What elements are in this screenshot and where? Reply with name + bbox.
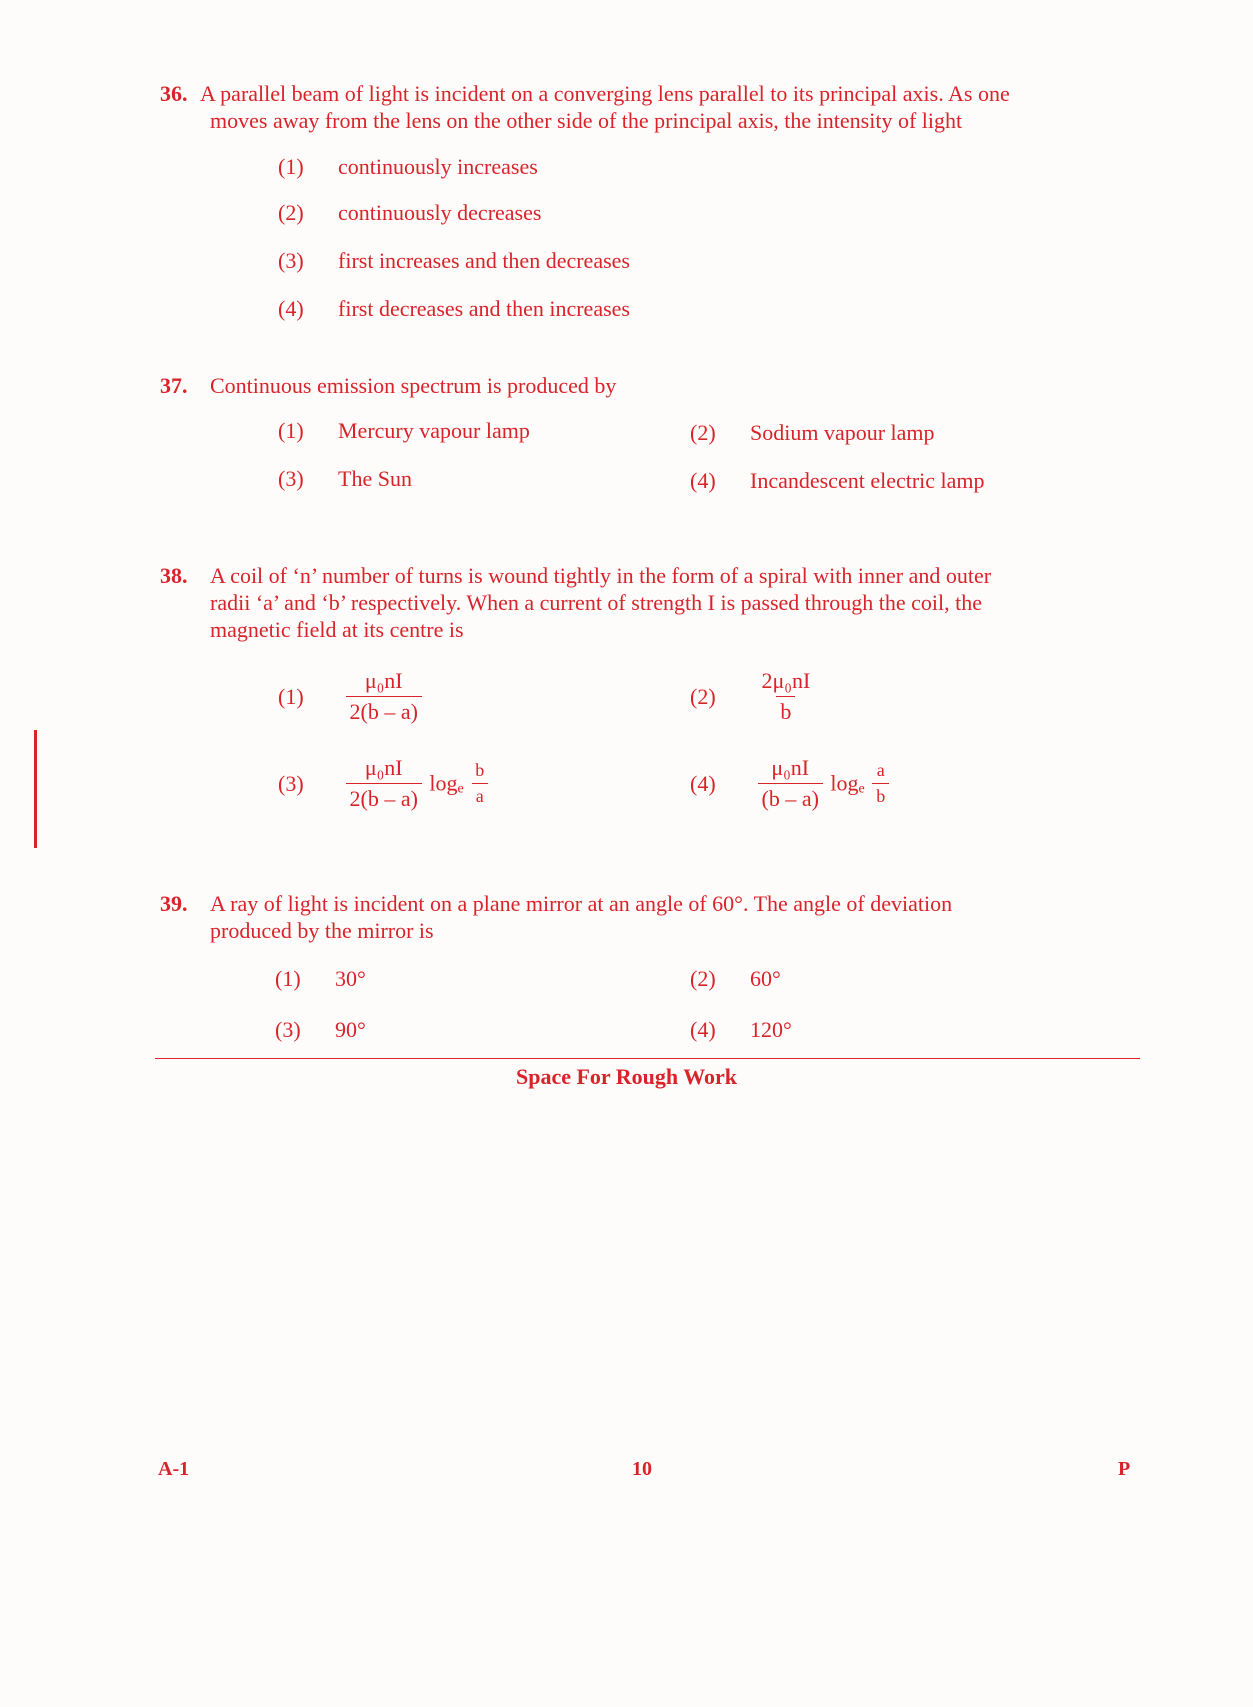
option-37-1[interactable]: (1) Mercury vapour lamp bbox=[278, 418, 530, 443]
question-39 bbox=[160, 890, 1145, 944]
question-number: 38. bbox=[160, 563, 188, 588]
fraction: $\frac{a}{b}$ bbox=[872, 760, 889, 807]
option-36-2[interactable]: (2) continuously decreases bbox=[278, 200, 542, 225]
question-38 bbox=[160, 562, 1145, 643]
option-39-1[interactable]: (1) 30° bbox=[275, 966, 366, 991]
rough-work-heading: Space For Rough Work bbox=[515, 1064, 738, 1089]
question-text: A coil of ‘n’ number of turns is wound tightly in the form of a spiral with inner and outer radii ‘a’ and ‘b’ respectively. When a current of strength I is passed through the coil, the magnetic field at its centre is bbox=[210, 563, 992, 642]
option-37-2[interactable]: (2) Sodium vapour lamp bbox=[690, 420, 935, 445]
fraction: $\frac{\text{μ₀nI}}{2(b - a)}$ bbox=[346, 755, 422, 812]
option-38-2[interactable]: (2) $\frac{\text{2μ₀nI}}{b}$ bbox=[690, 668, 816, 725]
option-37-4[interactable]: (4) Incandescent electric lamp bbox=[690, 468, 985, 493]
option-39-3[interactable]: (3) 90° bbox=[275, 1017, 366, 1042]
question-number: 37. bbox=[160, 373, 188, 398]
question-36 bbox=[160, 80, 1145, 134]
option-39-2[interactable]: (2) 60° bbox=[690, 966, 781, 991]
option-36-4[interactable]: (4) first decreases and then increases bbox=[278, 296, 630, 321]
question-text: A parallel beam of light is incident on a converging lens parallel to its principal axis. As one moves away from the lens on the other side of the principal axis, the intensity of light bbox=[200, 81, 1010, 133]
question-text: Continuous emission spectrum is produced by bbox=[210, 373, 617, 398]
option-38-1[interactable]: (1) $\frac{\text{μ₀nI}}{2(b - a)}$ bbox=[278, 668, 424, 725]
option-36-1[interactable]: (1) continuously increases bbox=[278, 154, 538, 179]
footer-code: A-1 bbox=[158, 1458, 190, 1480]
margin-mark bbox=[34, 730, 37, 848]
footer-series: P bbox=[1118, 1458, 1131, 1480]
option-38-3[interactable]: (3) $\frac{\text{μ₀nI}}{2(b - a)}$ $\log_e$ $\frac{b}{a}$ bbox=[278, 755, 490, 812]
fraction: $\frac{\text{μ₀nI}}{(b - a)}$ bbox=[758, 755, 823, 812]
question-text: A ray of light is incident on a plane mirror at an angle of 60°. The angle of deviation produced by the mirror is bbox=[210, 891, 953, 943]
fraction: $\frac{\text{2μ₀nI}}{b}$ bbox=[761, 668, 811, 724]
option-38-4[interactable]: (4) $\frac{\text{μ₀nI}}{(b - a)}$ $\log_e$ $\frac{a}{b}$ bbox=[690, 755, 891, 812]
option-39-4[interactable]: (4) 120° bbox=[690, 1017, 792, 1042]
question-37 bbox=[160, 372, 1145, 399]
option-36-3[interactable]: (3) first increases and then decreases bbox=[278, 248, 630, 273]
option-37-3[interactable]: (3) The Sun bbox=[278, 466, 412, 491]
page-number: 10 bbox=[632, 1458, 652, 1480]
fraction: $\frac{\text{μ₀nI}}{2(b - a)}$ bbox=[346, 668, 422, 725]
fraction: $\frac{b}{a}$ bbox=[471, 760, 488, 807]
divider-rule bbox=[155, 1058, 1140, 1059]
question-number: 36. bbox=[160, 81, 188, 106]
question-number: 39. bbox=[160, 891, 188, 916]
